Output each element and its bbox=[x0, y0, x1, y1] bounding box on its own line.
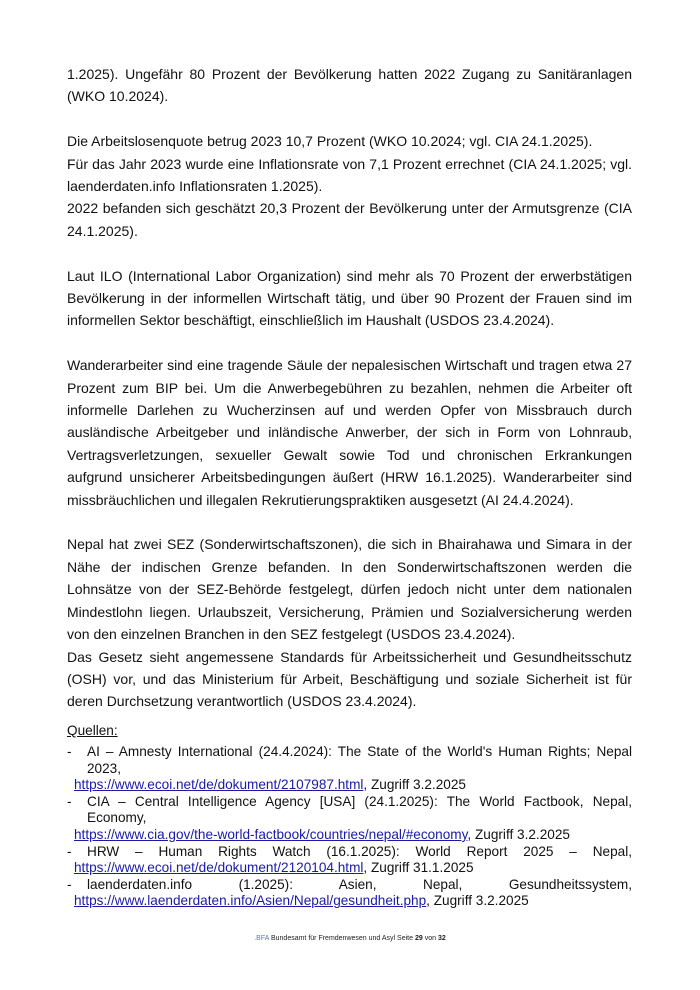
page-footer bbox=[0, 935, 700, 942]
paragraph: 2022 befanden sich geschätzt 20,3 Prozent der Bevölkerung unter der Armutsgrenze (CIA 24.1.2025). bbox=[67, 200, 632, 239]
sources-heading: Quellen: bbox=[67, 723, 118, 738]
paragraph: Für das Jahr 2023 wurde eine Inflationsrate von 7,1 Prozent errechnet (CIA 24.1.2025; vgl. laenderdaten.info Inflationsraten 1.2025). bbox=[67, 155, 632, 195]
source-text: AI – Amnesty International (24.4.2024): The State of the World's Human Rights; Nepal 2023, bbox=[87, 744, 632, 776]
source-item bbox=[67, 744, 632, 794]
source-text: laenderdaten.info (1.2025): Asien, Nepal, Gesundheitssystem, bbox=[87, 876, 632, 892]
page-total: 32 bbox=[437, 935, 446, 942]
body-text bbox=[67, 63, 632, 713]
list-dash: - bbox=[67, 876, 72, 892]
source-text: CIA – Central Intelligence Agency [USA] (24.1.2025): The World Factbook, Nepal, Economy, bbox=[87, 793, 632, 826]
source-link[interactable]: https://www.ecoi.net/de/dokument/2107987.html bbox=[74, 777, 364, 793]
bfa-logo: .BFA bbox=[254, 935, 270, 942]
of-label: von bbox=[424, 935, 437, 942]
paragraph: Das Gesetz sieht angemessene Standards für Arbeitssicherheit und Gesundheitsschutz (OSH) vor, und das Ministerium für Arbeit, Beschäftigung und soziale Sicherheit ist für deren Durchsetzung verantwortlich (USDOS 23.4.2024). bbox=[67, 648, 632, 710]
source-access: , Zugriff 3.2.2025 bbox=[467, 826, 570, 842]
list-dash: - bbox=[67, 744, 72, 759]
source-item bbox=[67, 844, 632, 877]
paragraph: Wanderarbeiter sind eine tragende Säule der nepalesischen Wirtschaft und tragen etwa 27 Prozent zum BIP bei. Um die Anwerbegebühren zu bezahlen, nehmen die Arbeiter oft informelle Darlehen zu Wucherzinsen auf und werden Opfer von Missbrauch durch ausländische Arbeitgeber und inländische Anwerber, der sich in Form von Lohnraub, Vertragsverletzungen, sexueller Gewalt sowie Tod und chronischen Erkrankungen aufgrund unsicherer Arbeitsbedingungen äußert (HRW 16.1.2025). Wanderarbeiter sind missbräuchlichen und illegalen Rekrutierungspraktiken ausgesetzt (AI 24.4.2024). bbox=[67, 357, 632, 508]
paragraph: 1.2025). Ungefähr 80 Prozent der Bevölkerung hatten 2022 Zugang zu Sanitäranlagen (WKO 10.2024). bbox=[67, 66, 632, 105]
list-dash: - bbox=[67, 843, 72, 859]
source-access: , Zugriff 3.2.2025 bbox=[426, 893, 529, 909]
page-label: Seite bbox=[397, 935, 414, 942]
page-number: 29 bbox=[414, 935, 423, 942]
list-dash: - bbox=[67, 793, 72, 809]
paragraph: Laut ILO (International Labor Organization) sind mehr als 70 Prozent der erwerbstätigen Bevölkerung in der informellen Wirtschaft tätig, und über 90 Prozent der Frauen sind im informellen Sektor beschäftigt, einschließlich im Haushalt (USDOS 23.4.2024). bbox=[67, 267, 632, 329]
source-access: , Zugriff 3.2.2025 bbox=[363, 777, 466, 793]
paragraph: Die Arbeitslosenquote betrug 2023 10,7 Prozent (WKO 10.2024; vgl. CIA 24.1.2025). bbox=[67, 133, 593, 150]
sources-section bbox=[67, 720, 632, 910]
source-link[interactable]: https://www.ecoi.net/de/dokument/2120104.html bbox=[74, 860, 364, 876]
source-access: , Zugriff 31.1.2025 bbox=[363, 860, 474, 876]
source-link[interactable]: https://www.laenderdaten.info/Asien/Nepal/gesundheit.php bbox=[74, 893, 427, 909]
source-item bbox=[67, 877, 632, 910]
source-text: HRW – Human Rights Watch (16.1.2025): World Report 2025 – Nepal, bbox=[87, 843, 632, 859]
paragraph: Nepal hat zwei SEZ (Sonderwirtschaftszonen), die sich in Bhairahawa und Simara in der Nähe der indischen Grenze befanden. In den Sonderwirtschaftszonen werden die Lohnsätze von der SEZ-Behörde festgelegt, dürfen jedoch nicht unter dem nationalen Mindestlohn liegen. Urlaubszeit, Versicherung, Prämien und Sozialversicherung werden von den einzelnen Branchen in den SEZ festgelegt (USDOS 23.4.2024). bbox=[67, 536, 632, 643]
source-item bbox=[67, 794, 632, 844]
source-link[interactable]: https://www.cia.gov/the-world-factbook/countries/nepal/#economy bbox=[74, 826, 468, 842]
footer-org: Bundesamt für Fremdenwesen und Asyl bbox=[270, 935, 396, 942]
